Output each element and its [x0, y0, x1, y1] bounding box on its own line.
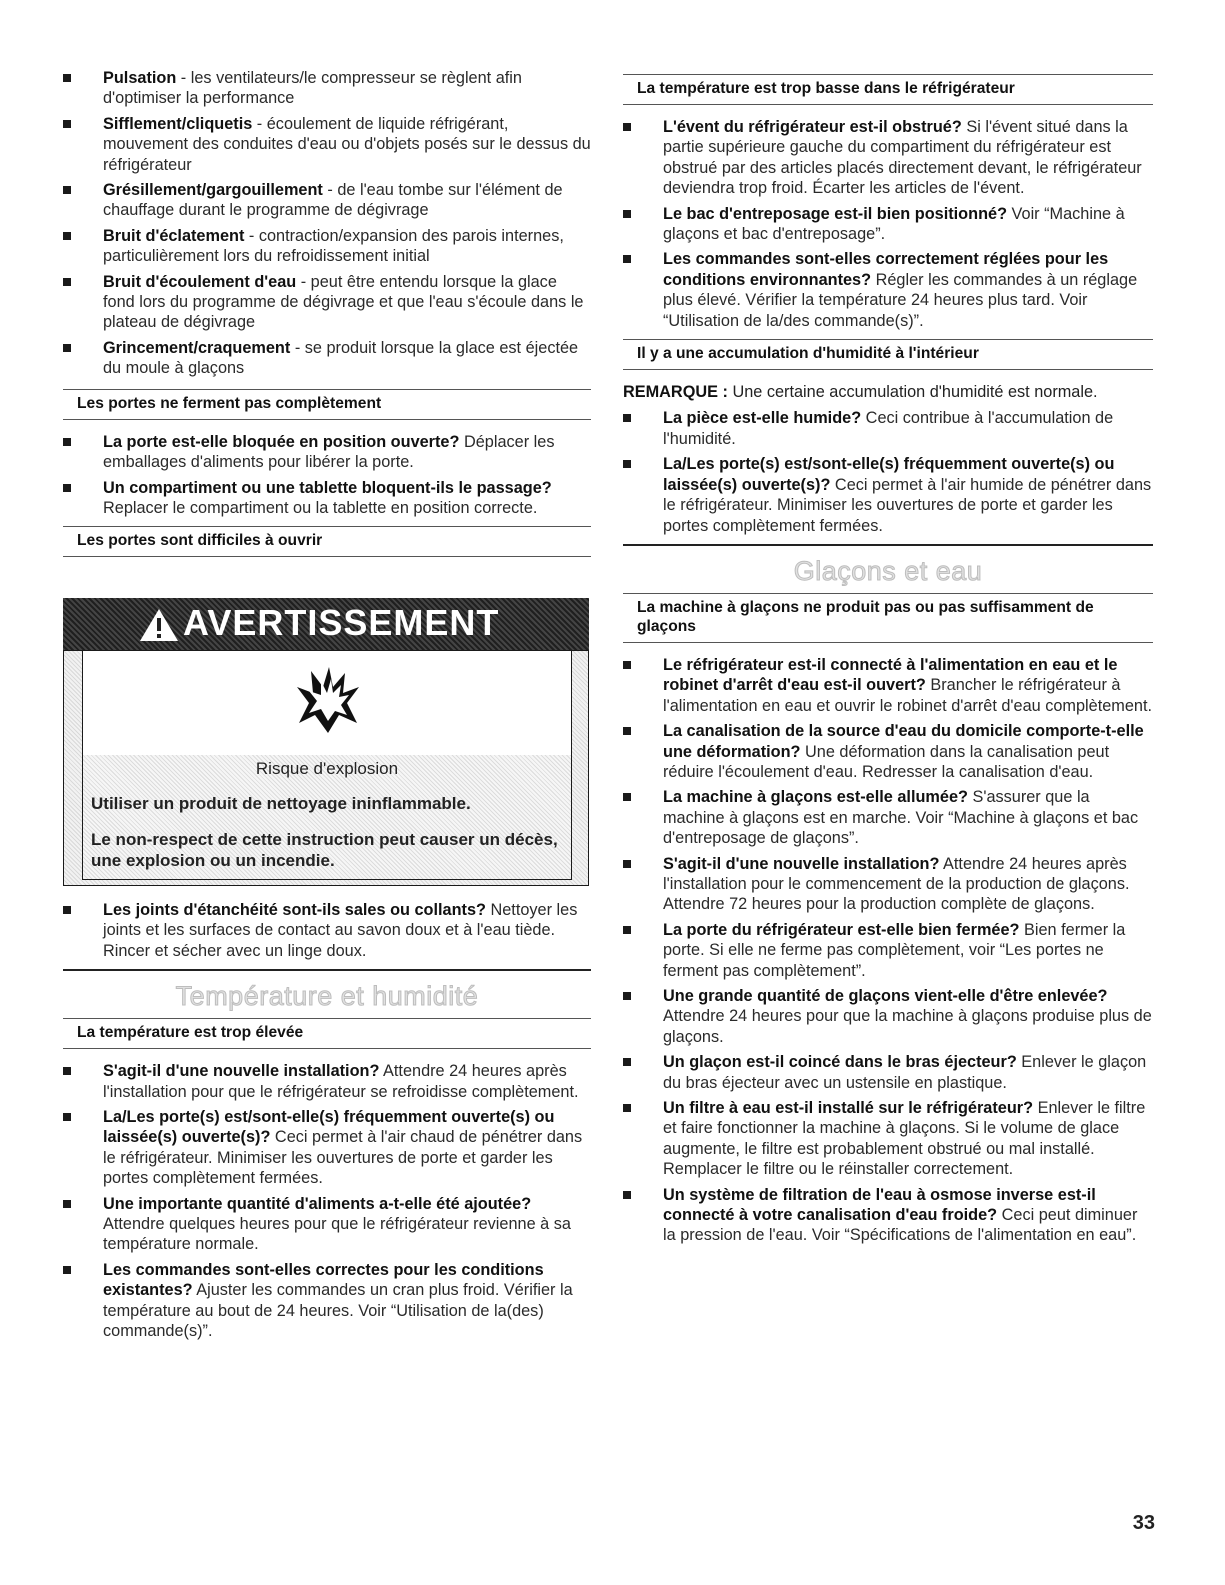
temp-low-heading: La température est trop basse dans le réfrigérateur	[623, 74, 1153, 105]
list-item: La machine à glaçons est-elle allumée? S'assurer que la machine à glaçons est en marche. Voir “Machine à glaçons et bac d'entreposage de glaçons”.	[623, 787, 1153, 848]
bullet-square-icon	[63, 1067, 71, 1075]
list-item: Pulsation - les ventilateurs/le compresseur se règlent afin d'optimiser la performance	[63, 68, 591, 109]
section-rule	[623, 544, 1153, 587]
left-column	[63, 68, 591, 569]
bullet-square-icon	[63, 232, 71, 240]
temp-high-heading: La température est trop élevée	[63, 1018, 591, 1049]
bullet-square-icon	[63, 344, 71, 352]
list-item: La/Les porte(s) est/sont-elle(s) fréquemment ouverte(s) ou laissée(s) ouverte(s)? Ceci permet à l'air chaud de pénétrer dans le réfrigérateur. Minimiser les ouvertures de porte et garder les portes complètement fermées.	[63, 1107, 591, 1189]
warning-triangle-icon	[139, 608, 179, 642]
bullet-square-icon	[623, 661, 631, 669]
warning-box	[63, 598, 589, 886]
humidity-heading: Il y a une accumulation d'humidité à l'intérieur	[623, 339, 1153, 370]
right-column	[623, 66, 1153, 1251]
list-item: Une importante quantité d'aliments a-t-elle été ajoutée? Attendre quelques heures pour que le réfrigérateur revienne à sa température normale.	[63, 1194, 591, 1255]
list-item: Un compartiment ou une tablette bloquent-ils le passage? Replacer le compartiment ou la tablette en position correcte.	[63, 478, 591, 519]
list-item: L'évent du réfrigérateur est-il obstrué? Si l'évent situé dans la partie supérieure gauche du compartiment du réfrigérateur est obstrué par des articles placés directement devant, le réfrigérateur deviendra trop froid. Écarter les articles de l'évent.	[623, 117, 1153, 199]
list-item: Sifflement/cliquetis - écoulement de liquide réfrigérant, mouvement des conduites d'eau ou d'objets posés sur le dessus du réfrigérateur	[63, 114, 591, 175]
list-item: Une grande quantité de glaçons vient-elle d'être enlevée? Attendre 24 heures pour que la machine à glaçons produise plus de glaçons.	[623, 986, 1153, 1047]
humidity-note: REMARQUE : Une certaine accumulation d'humidité est normale.	[623, 383, 1098, 402]
temp-low-list	[623, 117, 1153, 331]
doors-not-closing-heading: Les portes ne ferment pas complètement	[63, 389, 591, 420]
list-item: Les commandes sont-elles correctes pour les conditions existantes? Ajuster les commandes un cran plus froid. Vérifier la température au bout de 24 heures. Voir “Utilisation de la(des) commande(s)”.	[63, 1260, 591, 1342]
list-item: La canalisation de la source d'eau du domicile comporte-t-elle une déformation? Une déformation dans la canalisation peut réduire l'écoulement d'eau. Redresser la canalisation d'eau.	[623, 721, 1153, 782]
bullet-square-icon	[623, 1104, 631, 1112]
bullet-square-icon	[63, 484, 71, 492]
list-item: La porte du réfrigérateur est-elle bien fermée? Bien fermer la porte. Si elle ne ferme pas complètement, voir “Les portes ne ferment pas complètement”.	[623, 920, 1153, 981]
list-item: Un glaçon est-il coincé dans le bras éjecteur? Enlever le glaçon du bras éjecteur avec un ustensile en plastique.	[623, 1052, 1153, 1093]
list-item: Les commandes sont-elles correctement réglées pour les conditions environnantes? Régler les commandes à un réglage plus élevé. Vérifier la température 24 heures plus tard. Voir “Utilisation de la/des commande(s)”.	[623, 249, 1153, 331]
ice-section-title: Glaçons et eau	[793, 555, 983, 586]
list-item: La porte est-elle bloquée en position ouverte? Déplacer les emballages d'aliments pour libérer la porte.	[63, 432, 591, 473]
doors-not-closing-list	[63, 432, 591, 519]
warning-body	[63, 650, 589, 886]
list-item: Le réfrigérateur est-il connecté à l'alimentation en eau et le robinet d'arrêt d'eau est-il ouvert? Brancher le réfrigérateur à l'alimentation en eau et ouvrir le robinet d'arrêt d'eau complètement.	[623, 655, 1153, 716]
bullet-square-icon	[623, 793, 631, 801]
warning-line-2: Le non-respect de cette instruction peut causer un décès,	[91, 830, 558, 849]
bullet-square-icon	[63, 120, 71, 128]
bullet-square-icon	[63, 1266, 71, 1274]
ice-heading: La machine à glaçons ne produit pas ou pas suffisamment de glaçons	[623, 593, 1153, 643]
list-item: S'agit-il d'une nouvelle installation? Attendre 24 heures après l'installation pour le commencement de la production de glaçons. Attendre 72 heures pour la production complète de glaçons.	[623, 854, 1153, 915]
bullet-square-icon	[623, 926, 631, 934]
bullet-square-icon	[623, 727, 631, 735]
bullet-square-icon	[63, 438, 71, 446]
bullet-square-icon	[63, 74, 71, 82]
warning-pictogram-area	[82, 651, 572, 755]
bullet-square-icon	[623, 255, 631, 263]
humidity-list	[623, 408, 1153, 535]
warning-line-3: une explosion ou un incendie.	[91, 851, 335, 870]
page-number: 33	[1132, 1512, 1155, 1534]
list-item: Un filtre à eau est-il installé sur le réfrigérateur? Enlever le filtre et faire fonctionner la machine à glaçons. Si le volume de glace augmente, le filtre est probablement obstrué ou mal installé. Remplacer le filtre ou le réinstaller correctement.	[623, 1098, 1153, 1180]
warning-title: AVERTISSEMENT	[183, 602, 500, 643]
seals-list	[63, 900, 591, 961]
bullet-square-icon	[623, 210, 631, 218]
bullet-square-icon	[623, 123, 631, 131]
temp-section-title: Température et humidité	[175, 981, 479, 1012]
bullet-square-icon	[63, 1200, 71, 1208]
list-item: Bruit d'écoulement d'eau - peut être entendu lorsque la glace fond lors du programme de dégivrage et que l'eau s'écoule dans le plateau de dégivrage	[63, 272, 591, 333]
list-item: Le bac d'entreposage est-il bien positionné? Voir “Machine à glaçons et bac d'entreposage”.	[623, 204, 1153, 245]
temp-high-list	[63, 1061, 591, 1341]
warning-line-1: Utiliser un produit de nettoyage ininflammable.	[91, 794, 471, 813]
bullet-square-icon	[63, 906, 71, 914]
bullet-square-icon	[623, 1058, 631, 1066]
bullet-square-icon	[623, 414, 631, 422]
doors-hard-heading: Les portes sont difficiles à ouvrir	[63, 526, 591, 557]
bullet-square-icon	[623, 460, 631, 468]
bullet-square-icon	[623, 860, 631, 868]
list-item: La pièce est-elle humide? Ceci contribue à l'accumulation de l'humidité.	[623, 408, 1153, 449]
list-item: Grésillement/gargouillement - de l'eau tombe sur l'élément de chauffage durant le programme de dégivrage	[63, 180, 591, 221]
bullet-square-icon	[623, 992, 631, 1000]
section-rule	[63, 969, 591, 1012]
list-item: Un système de filtration de l'eau à osmose inverse est-il connecté à votre canalisation d'eau froide? Ceci peut diminuer la pression de l'eau. Voir “Spécifications de l'alimentation en eau”.	[623, 1185, 1153, 1246]
warning-text-area	[82, 755, 572, 880]
list-item: Les joints d'étanchéité sont-ils sales ou collants? Nettoyer les joints et les surfaces de contact au savon doux et à l'eau tiède. Rincer et sécher avec un linge doux.	[63, 900, 591, 961]
list-item: Bruit d'éclatement - contraction/expansion des parois internes, particulièrement lors du refroidissement initial	[63, 226, 591, 267]
explosion-icon	[295, 665, 361, 735]
left-column-lower	[63, 900, 591, 1347]
bullet-square-icon	[63, 186, 71, 194]
list-item: La/Les porte(s) est/sont-elle(s) fréquemment ouverte(s) ou laissée(s) ouverte(s)? Ceci permet à l'air humide de pénétrer dans le réfrigérateur. Minimiser les ouvertures de porte et garder les portes complètement fermées.	[623, 454, 1153, 536]
list-item: Grincement/craquement - se produit lorsque la glace est éjectée du moule à glaçons	[63, 338, 591, 379]
bullet-square-icon	[623, 1191, 631, 1199]
ice-list	[623, 655, 1153, 1246]
warning-risk: Risque d'explosion	[255, 759, 399, 778]
noise-list	[63, 68, 591, 379]
list-item: S'agit-il d'une nouvelle installation? Attendre 24 heures après l'installation pour que le réfrigérateur se refroidisse complètement.	[63, 1061, 591, 1102]
bullet-square-icon	[63, 278, 71, 286]
warning-header	[63, 598, 589, 650]
bullet-square-icon	[63, 1113, 71, 1121]
